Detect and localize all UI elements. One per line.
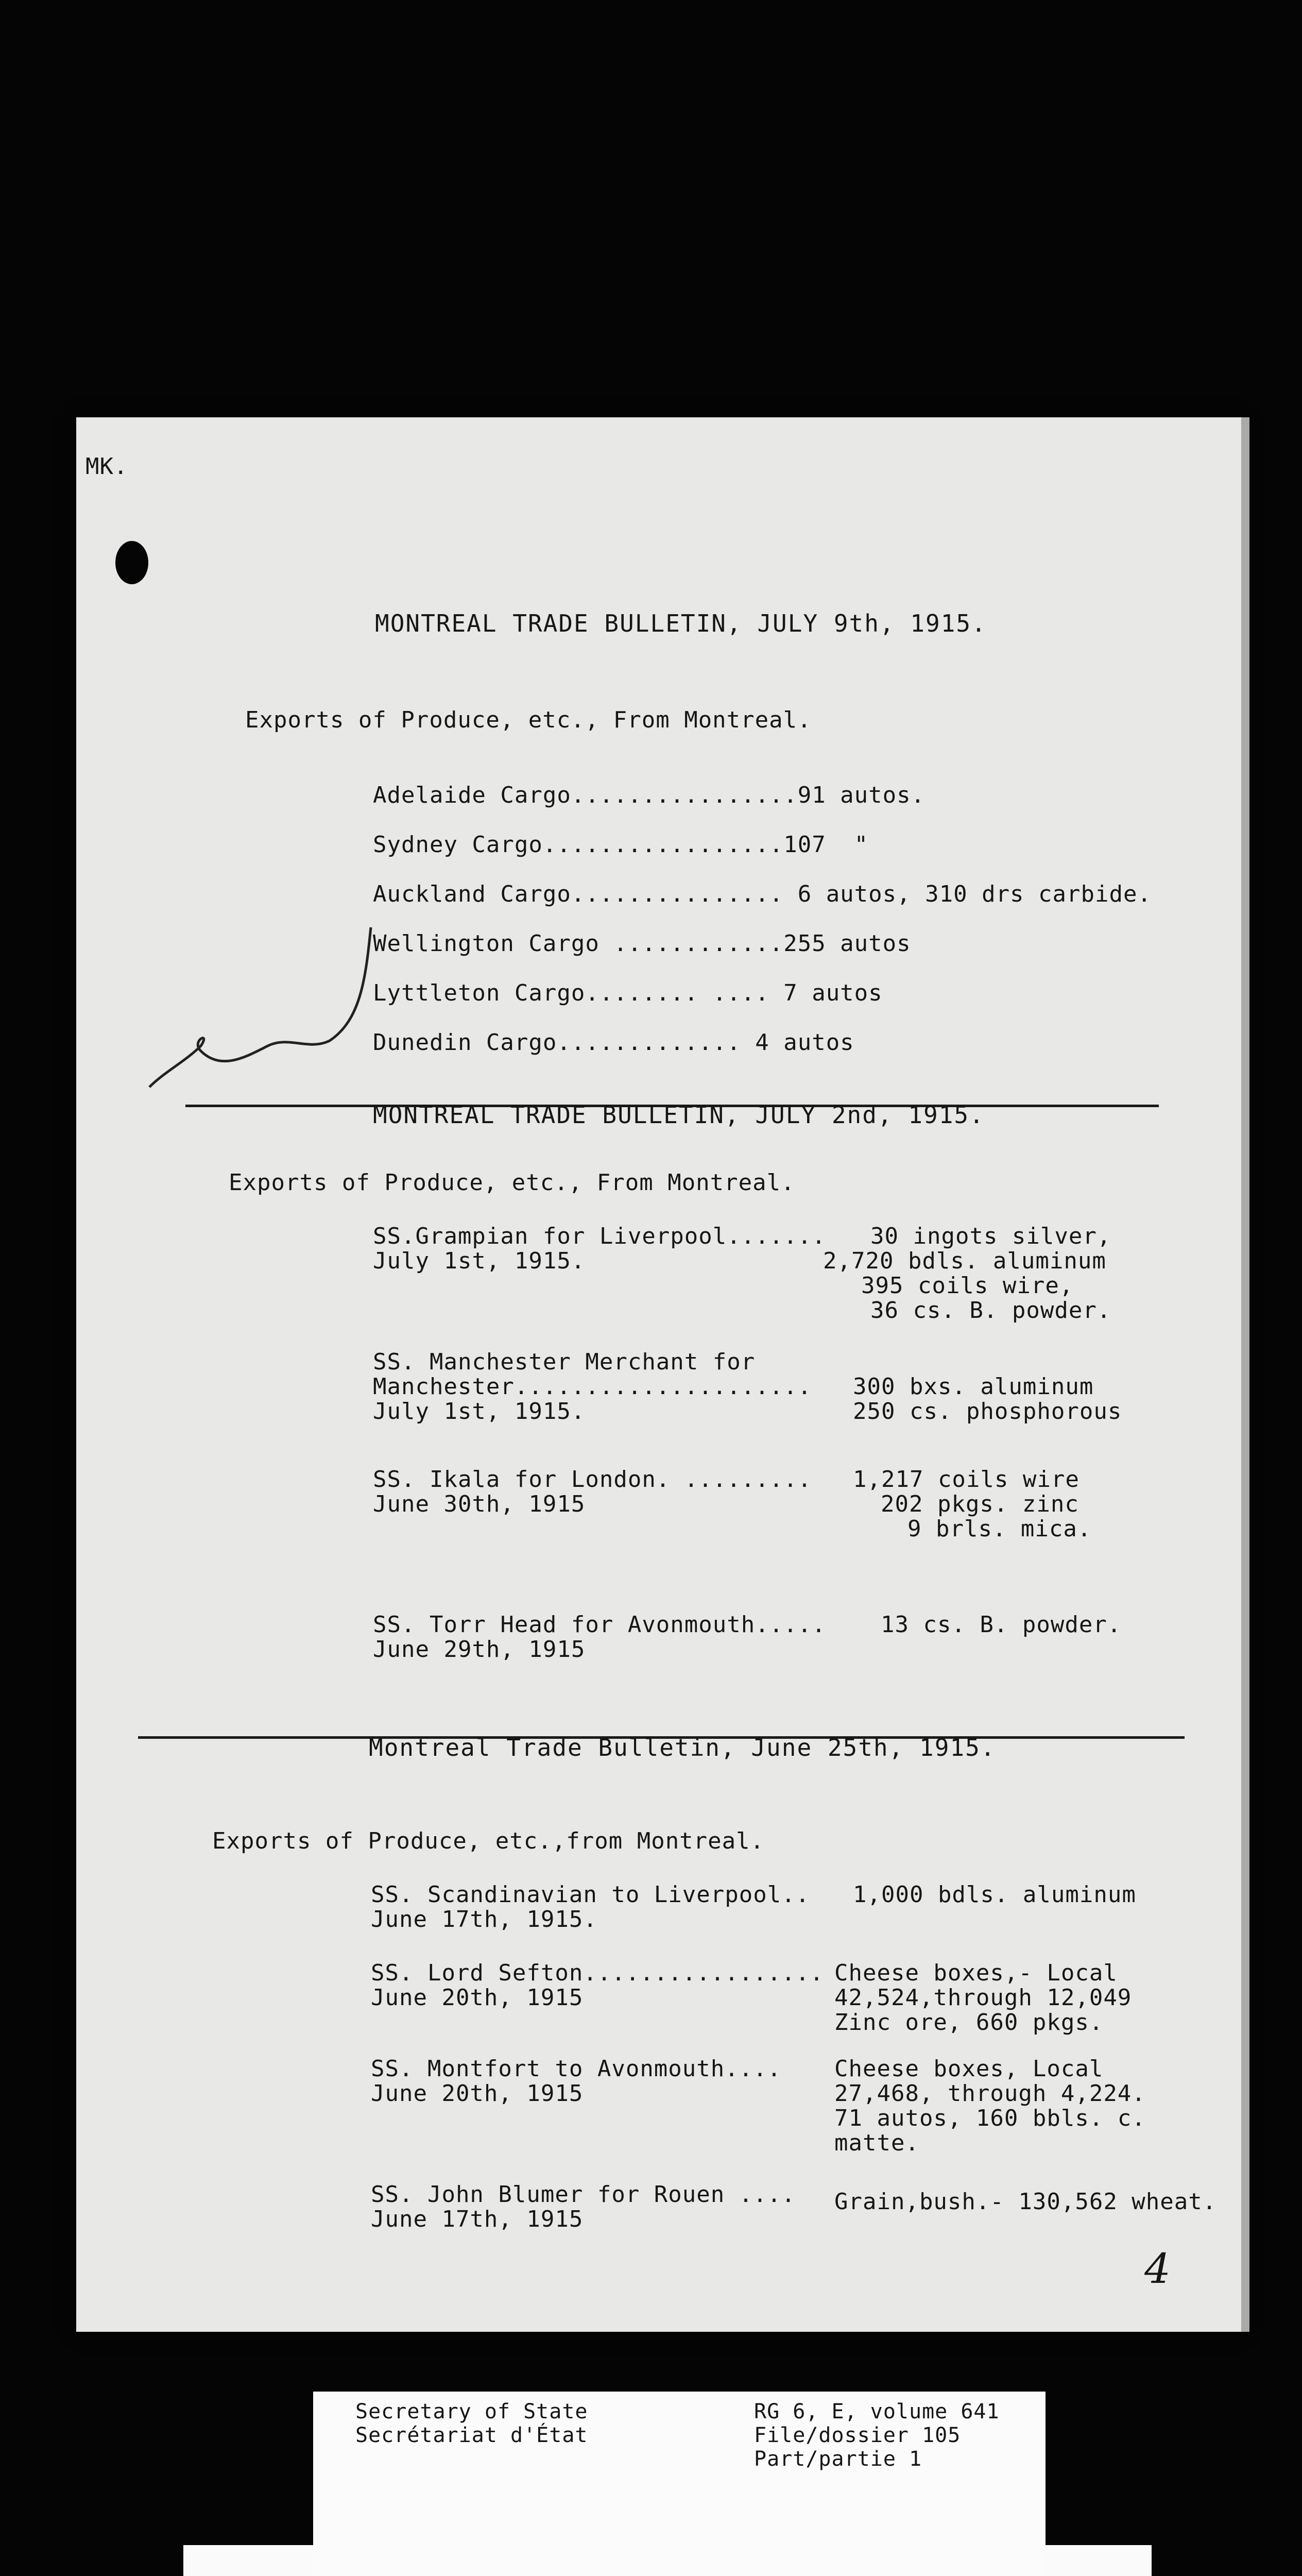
cargo-line: Cheese boxes,- Local <box>834 1960 1118 1986</box>
cargo-line: 42,524,through 12,049 <box>834 1985 1132 2011</box>
bulletin-1-subheading: Exports of Produce, etc., From Montreal. <box>245 707 812 733</box>
cargo-line: 1,000 bdls. aluminum <box>853 1882 1136 1908</box>
cargo-line: Adelaide Cargo................91 autos. <box>373 782 926 808</box>
page-edge <box>1241 417 1249 2332</box>
ship-line: SS.Grampian for Liverpool....... <box>373 1223 826 1249</box>
ref-right-line: RG 6, E, volume 641 <box>754 2400 1000 2424</box>
ship-line: June 20th, 1915 <box>371 1985 584 2011</box>
ship-line: June 20th, 1915 <box>371 2080 584 2107</box>
cargo-line: 300 bxs. aluminum <box>853 1374 1094 1400</box>
cargo-line: Cheese boxes, Local <box>834 2056 1104 2082</box>
bulletin-2-subheading: Exports of Produce, etc., From Montreal. <box>229 1170 795 1196</box>
ship-line: SS. Montfort to Avonmouth.... <box>371 2056 782 2082</box>
cargo-line: 30 ingots silver, <box>870 1223 1111 1249</box>
bulletin-3-subheading: Exports of Produce, etc.,from Montreal. <box>212 1828 765 1854</box>
ref-right-line: File/dossier 105 <box>754 2424 961 2447</box>
cargo-line: 36 cs. B. powder. <box>870 1297 1111 1324</box>
cargo-line: Zinc ore, 660 pkgs. <box>834 2009 1104 2036</box>
cargo-line: Lyttleton Cargo........ .... 7 autos <box>373 980 883 1006</box>
ship-line: SS. Torr Head for Avonmouth..... <box>373 1612 826 1638</box>
cargo-line: Grain,bush.- 130,562 wheat. <box>834 2189 1217 2215</box>
ship-line: SS. John Blumer for Rouen .... <box>371 2181 796 2208</box>
cargo-line: Auckland Cargo............... 6 autos, 310 drs carbide. <box>373 881 1152 907</box>
bulletin-3-heading: Montreal Trade Bulletin, June 25th, 1915. <box>369 1734 996 1761</box>
page-number: 4 <box>1144 2245 1171 2293</box>
ship-line: June 17th, 1915. <box>371 1906 597 1933</box>
ship-line: SS. Scandinavian to Liverpool.. <box>371 1882 810 1908</box>
margin-note: MK. <box>85 453 128 480</box>
cargo-line: matte. <box>834 2130 919 2156</box>
cargo-line: 1,217 coils wire <box>853 1466 1080 1493</box>
cargo-line: Sydney Cargo.................107 " <box>373 832 869 858</box>
cargo-line: 202 pkgs. zinc <box>881 1491 1079 1517</box>
cargo-line: 250 cs. phosphorous <box>853 1398 1122 1425</box>
ship-line: SS. Ikala for London. ......... <box>373 1466 812 1493</box>
cargo-line: Wellington Cargo ............255 autos <box>373 930 911 957</box>
cargo-line: 2,720 bdls. aluminum <box>823 1248 1106 1274</box>
ship-line: SS. Lord Sefton................. <box>371 1960 824 1986</box>
cargo-line: Dunedin Cargo............. 4 autos <box>373 1029 854 1056</box>
bulletin-2-heading: MONTREAL TRADE BULLETIN, JULY 2nd, 1915. <box>373 1101 985 1129</box>
ship-line: July 1st, 1915. <box>373 1398 586 1425</box>
ship-line: June 29th, 1915 <box>373 1636 586 1663</box>
ref-right-line: Part/partie 1 <box>754 2447 922 2471</box>
ref-left-line: Secretary of State <box>355 2400 588 2424</box>
punch-hole <box>115 541 148 584</box>
ship-line: SS. Manchester Merchant for <box>373 1349 756 1375</box>
cargo-line: 395 coils wire, <box>861 1273 1074 1299</box>
bulletin-1-heading: MONTREAL TRADE BULLETIN, JULY 9th, 1915. <box>375 609 987 637</box>
ship-line: June 30th, 1915 <box>373 1491 586 1517</box>
reference-card <box>313 2392 1046 2576</box>
cargo-line: 9 brls. mica. <box>907 1516 1092 1542</box>
cargo-line: 27,468, through 4,224. <box>834 2080 1146 2107</box>
ship-line: July 1st, 1915. <box>373 1248 586 1274</box>
ship-line: June 17th, 1915 <box>371 2206 584 2232</box>
cargo-line: 13 cs. B. powder. <box>881 1612 1122 1638</box>
ref-left-line: Secrétariat d'État <box>355 2424 588 2447</box>
ship-line: Manchester..................... <box>373 1374 812 1400</box>
cargo-line: 71 autos, 160 bbls. c. <box>834 2105 1146 2131</box>
handwritten-mark <box>144 917 391 1092</box>
